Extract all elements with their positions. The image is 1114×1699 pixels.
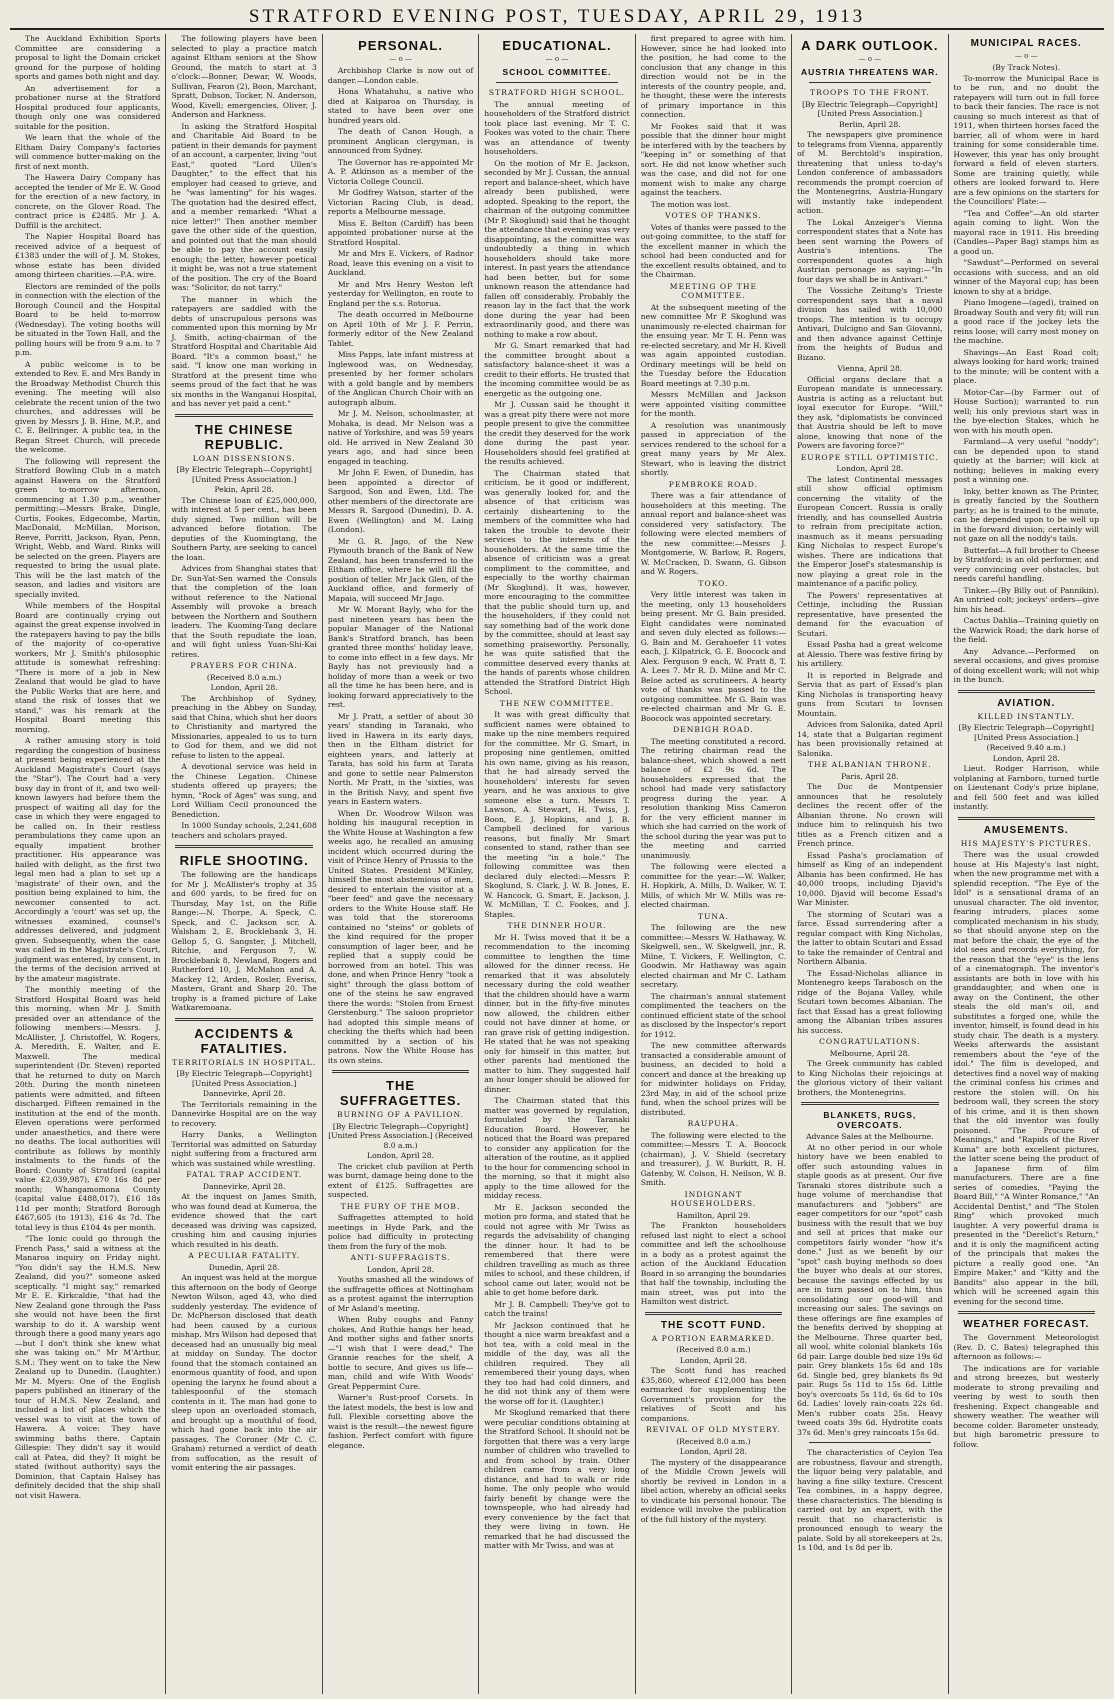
dateline: Melbourne, April 28. xyxy=(829,1048,910,1058)
paragraph: Hona Whatahuhu, a native who died at Kaiparoa on Thursday, is stated to have been over one hundred years old. xyxy=(327,87,474,125)
paragraph: The following were elected a committee for the year:—W. Walker, H. Hopkirk, A. Mills, D. Walker, W. T. Mills, of which Mr W. Mills was re-elected chairman. xyxy=(640,862,787,909)
headline-scott-fund: THE SCOTT FUND. xyxy=(660,1319,766,1331)
headline-personal: PERSONAL. xyxy=(358,38,443,53)
paragraph: Harry Danks, a Wellington Territorial was admitted on Saturday night suffering from a fractured arm which was sustained while wrestling. xyxy=(171,1130,317,1168)
paragraph: Any Advance.—Performed on several occasions, and gives promise of doing excellent work; will not whip in the bunch. xyxy=(953,646,1099,684)
subheading-stratford-high-school: STRATFORD HIGH SCHOOL. xyxy=(488,88,626,97)
subheading-prayers-for-china: PRAYERS FOR CHINA. xyxy=(190,661,298,670)
headline-suffragettes: THE SUFFRAGETTES. xyxy=(339,1078,462,1108)
column-3 xyxy=(323,34,479,1694)
article-body xyxy=(171,694,316,841)
paragraph: The newspapers give prominence to telegrams from Vienna, apparently of M. Berchtold's inspiration, threatening that unless to-day's London conference of ambassadors recommends the prompt coercion of the Montenegrins, Austria-Hungary will instantly take independent action. xyxy=(797,130,943,215)
article-body xyxy=(641,1458,786,1525)
article-body xyxy=(797,782,942,1035)
article-body xyxy=(797,475,942,759)
paragraph: An inquest was held at the morgue this afternoon on the body of George Newton Wilson, aged 43, who died suddenly yesterday. The evidence of Dr. McPherson disclosed that death had been caused by a curious mishap. Mrs Wilson had deposed that deceased had an unusually big meal at midday on Sunday. The doctor found that the stomach contained an enormous quantity of food, and upon opening the larynx he found about a tablespoonful of the stomach contents in it. The man had gone to sleep upon an overloaded stomach, and brought up a mouthful of food, which had gone back into the air passages. The Coroner (Mr C. C. Graham) returned a verdict of death from suffocation, as the result of vomit entering the air passages. xyxy=(171,1273,317,1472)
dateline: Dannevirke, April 28. xyxy=(202,1089,286,1098)
column-7 xyxy=(949,34,1104,1694)
paragraph: The Duc de Montpensier announces that he resolutely declines the recent offer of the Albanian throne. No crown will induce him to relinquish his two titles as a French citizen and a French prince. xyxy=(797,782,943,848)
paragraph: "Sawdust"—Performed on several occasions with success, and an old winner of the Mayoral cup; has been known to shy at a bridge. xyxy=(953,258,1099,296)
divider xyxy=(496,82,617,83)
paragraph: The Auckland Exhibition Sports Committee are considering a proposal to light the Domain cricket ground for the purpose of holding sports and games both night and day. xyxy=(15,34,161,81)
ornament: — o — xyxy=(858,55,882,63)
paragraph: Mr Godfrey Watson, starter of the Victorian Racing Club, is dead, reports a Melbourne message. xyxy=(327,188,474,216)
divider xyxy=(958,690,1095,693)
dateline: Vienna, April 28. xyxy=(837,364,903,373)
dateline: London, April 28. xyxy=(367,1264,435,1274)
dateline: London, April 28. xyxy=(992,753,1060,763)
paragraph: Mr J. B. Campbell: They've got to catch the trains! xyxy=(484,1299,630,1318)
dateline: Berlin, April 28. xyxy=(839,119,901,129)
paragraph: Butterfat—A full brother to Cheese by Stratford; is an old performer, and very convincing over obstacles, but needs careful handling. xyxy=(953,545,1099,583)
paragraph: A rather amusing story is told regarding the congestion of business at present being experienced at the Auckland Magistrate's Court (says the "Star"). The Court had a very busy day in front of it, and two well-known lawyers had before them the prospect of waiting all day for the case in which they were engaged to be called on. In their restless perambulations they came upon an equally impatient brother practitioner. His appearance was hailed with delight, as the first two legal men had a plan to set up a 'magistrate' of their own, and the position being explained to him, the newcomer consented to act. Accordingly a 'court' was set up, the witnesses examined, counsel's addresses delivered, and judgment given. Subsequently, when the case was called in the Magistrate's Court, judgment was entered, by consent, in the terms of the decision arrived at by the amateur magistrate. xyxy=(15,736,161,983)
dateline: Dannevirke, April 28. xyxy=(202,1181,286,1191)
subheading-dinner-hour: THE DINNER HOUR. xyxy=(507,921,607,930)
paragraph: Messrs McMillan and Jackson were appointed visiting committee for the month. xyxy=(640,390,787,418)
paragraph: Inky, better known as The Printer, is greatly fancied by the Southern party; as he is trained to the minute, can be depended upon to be well up in the forward division; certainly will not gaze on all the noddy's tails. xyxy=(953,486,1099,543)
paragraph: In asking the Stratford Hospital and Charitable Aid Board to be patient in their demands for payment of an account, a carpenter, living "out East," quoted "Lord Ullen's Daughter," to the effect that his employer had ceased to grieve, and he "was lamenting" for his wages. The quotation had the desired effect, and a member remarked: "What a nice letter!" Then another member gave the other side of the question, and pointed out that the man should be able to pay the account easily enough; the letter, however poetical it might be, was not a true statement of the position. The cry of the Board was: "Solicitor, do not tarry." xyxy=(171,121,317,292)
subheading-school-committee: SCHOOL COMMITTEE. xyxy=(502,67,612,77)
paragraph: The meeting constituted a record. The retiring chairman read the balance-sheet, which showed a nett balance of £2 9s 6d. The householders expressed that the school had made very satisfactory progress during the year. A resolution thanking Miss Cameron for the very efficient manner in which she had carried on the work of the school during the year was put to the meeting and carried unanimously. xyxy=(640,736,787,860)
subheading-toko: TOKO. xyxy=(698,578,729,588)
paragraph: The Chairman stated that criticism, be it good or indifferent, was generally looked for, and the absence of that criticism was certainly disheartening to the members of the committee who had taken the trouble to devote their services to the interests of the householders. At the same time the absence of criticism was a great compliment to the committee, and especially to the worthy chairman (Mr Skoglund). It was, however, more encouraging to the committee that the public should turn up, and the householders, if they could not say something bad of the work done by the committee, should at least say something praiseworthy. Personally, he was quite satisfied that the committee deserved every thanks at the hands of parents whose children attended the Stratford District High School. xyxy=(484,468,630,696)
subheading-meeting-committee: MEETING OF THE COMMITTEE. xyxy=(669,281,757,300)
article-body xyxy=(171,1273,316,1473)
dateline: Pekin, April 28. xyxy=(214,485,274,494)
paragraph: The Greek community has cabled to King Nicholas their rejoicings at the glorious victory of their valiant brothers, the Montenegrins. xyxy=(797,1059,943,1097)
divider xyxy=(175,414,312,417)
paragraph: The death of Canon Hough, a prominent Anglican clergyman, is announced from Sydney. xyxy=(327,127,474,155)
paragraph: The following players have been selected to play a practice match against Eltham seniors at the Show Ground, the match to start at 3 o'clock:—Bonner, Dewar, W. Woods, Sullivan, Fearon (2), Boon, Marchant, Spratt, Dobson, Tocker, N. Anderson, Wood, Kivell; emergencies, Oliver, J. Anderson and Harkness. xyxy=(171,34,317,119)
paragraph: The Archbishop of Sydney, preaching in the Abbey on Sunday, said that China, which shut her doors to Christianity and martyred the Missionaries, appealed to us to turn to God for them, and we did not refuse to listen to the appeal. xyxy=(171,693,317,760)
subheading-majestys-pictures: HIS MAJESTY'S PICTURES. xyxy=(960,838,1092,848)
subheading-raupuha: RAUPUHA. xyxy=(687,1119,740,1128)
paragraph: The Vossiche Zeitung's Trieste correspondent says that a naval division has sailed with 10,000 troops. The intention is to occupy Antivari, Dulcigno and San Giovanni, and then advance against Cettinje from the heights of Budua and Bizano. xyxy=(797,286,943,362)
paragraph: Farmland—A very useful "noddy"; can be depended upon to stand quietly at the barrier; will kick at nothing; believes in making every post a winning one. xyxy=(953,437,1099,484)
received-line: (Received 8.0 a.m.) xyxy=(206,672,282,682)
paragraph: The new committee afterwards transacted a considerable amount of business, an decided to hold a concert and dance at the breaking up for midwinter holidays on Friday, 23rd May, in aid of the school prize fund, when the school prizes will be distributed. xyxy=(640,1041,787,1117)
paragraph: Shavings—An East Road colt; always looking for hard work; trained to the minute; will be content with a place. xyxy=(953,347,1099,385)
paragraph: The Napier Hospital Board has received advice of a bequest of £1383 under the will of J. M. Stokes, whose estate has been divided among thirteen charities.—P.A. wire. xyxy=(15,232,161,279)
paragraph: Suffragettes attempted to hold meetings in Hyde Park, and the police had difficulty in protecting them from the fury of the mob. xyxy=(327,1213,474,1251)
subheading-fatal-trap: FATAL TRAP ACCIDENT. xyxy=(186,1170,303,1179)
paragraph: Warner's Rust-proof Corsets. In the latest models, the best is low and full. Flexible corsetting above the waist is the result—the newest figure fashion. Perfect comfort with figure elegance. xyxy=(327,1393,474,1450)
headline-aviation: AVIATION. xyxy=(997,697,1056,709)
article-body xyxy=(954,850,1099,1306)
dateline: Paris, April 28. xyxy=(841,771,899,781)
masthead: STRATFORD EVENING POST, TUESDAY, APRIL 29, 1913 xyxy=(10,6,1104,30)
paragraph: The storming of Scutari was a farce. Essad surrendering after a regular compact with King Nicholas, the latter to obtain Scutari and Essad to take the remainder of Central and Northern Albania. xyxy=(797,909,943,966)
paragraph: The Government Meteorologist (Rev. D. C. Bates) telegraphed this afternoon as follows:— xyxy=(953,1333,1099,1361)
subheading-austria-threatens: AUSTRIA THREATENS WAR. xyxy=(800,67,939,77)
subheading-congratulations: CONGRATULATIONS. xyxy=(819,1037,921,1046)
paragraph: Mr Fookes said that it was possible that the dinner hour might be interfered with by the teachers by "keeping in" or something of that sort. He did not know whether such was the case, and did not for one moment wish to make any charge against the teachers. xyxy=(640,121,787,197)
news-paragraphs xyxy=(15,34,160,1500)
paragraph: The following are the handicaps for Mr J. McAllister's trophy at 35 and 600 yards, to be fired for on Thursday, May 1st, on the Rifle Range:—N. Thorpe, A. Speck, C. Speck, and C. Jackson scr, A. Walsham 2, E. Brocklebank 3, H. Gellop 5, G. Sangster, J. Mitchell, Ritchie, and Ferguson 7, W. Brocklebank 8, Newland, Rogers and Rutherford 10, J. McMahon and A. Mackey 12, Arden, Rosler, Everiss, Masters, Grant and Sharp 20. The trophy is a framed picture of Lake Watkaremoana. xyxy=(171,870,317,1012)
subheading-loan-dissensions: LOAN DISSENSIONS. xyxy=(192,453,296,463)
article-body xyxy=(328,66,473,1065)
article-body xyxy=(641,223,786,280)
paragraph: Lieut. Rodger Harrison, while volplaning at Farnboro, turned turtle on Lieutenant Cody's prize biplane, and fell 500 feet and was killed instantly. xyxy=(953,764,1099,811)
paragraph: In 1000 Sunday schools, 2,241,608 teachers and scholars prayed. xyxy=(171,821,317,840)
paragraph: The Frankton householders refused last night to elect a school committee and left the schoolhouse in a body as a protest against the action of the Auckland Education Board in so arranging the boundaries that half the township, including the main street, was put into the Hamilton west district. xyxy=(640,1221,787,1306)
ornament: — o — xyxy=(389,55,412,63)
paragraph: A resolution was unanimously passed in appreciation of the services rendered to the school for a great many years by Mr Alex. Stewart, who is leaving the district shortly. xyxy=(640,420,787,477)
headline-rifle-shooting: RIFLE SHOOTING. xyxy=(179,853,309,868)
paragraph: The Governor has re-appointed Mr A. P. Atkinson as a member of the Victoria College Council. xyxy=(327,157,474,186)
column-2 xyxy=(166,34,322,1694)
column-5 xyxy=(636,34,792,1694)
divider xyxy=(809,82,930,83)
paragraph: Miss Papps, late infant mistress at Inglewood was, on Wednesday, presented by her former scholars with a gold bangle and by members of the Anglican Church Choir with an autograph album. xyxy=(327,350,474,407)
paragraph: The annual meeting of householders of the Stratford district took place last evening. Mr T. C. Fookes was voted to the chair. There was an attendance of twenty householders. xyxy=(484,99,630,156)
subheading-old-mystery: REVIVAL OF OLD MYSTERY. xyxy=(645,1425,781,1434)
paragraph: At the subsequent meeting of the new committee Mr P. Skoglund was unanimously re-elected chairman for the ensuing year. Mr T. H. Penn was re-elected secretary, and Mr H. Kivell was again appointed custodian. Ordinary meetings will be held on the Tuesday before the Education Board meetings at 7.30 p.m. xyxy=(640,302,787,388)
paragraph: Mr G. R. Jago, of the New Plymouth branch of the Bank of New Zealand, has been transferred to the Eltham office, where he will fill the position of teller. Mr Jack Glen, of the Auckland office, and formerly of Mapaia, will succeed Mr Jago. xyxy=(327,536,474,603)
paragraph: It was with great difficulty that sufficient names were obtained to make up the nine members required for the committee. Mr G. Smart, in proposing nine gentlemen, omitted his own name, giving as his reason, that he had already served the householders' interests for seven years, and he was anxious to give someone else a turn. Messrs T. Lawson, A. Stewart, H. Twiss, J. Boon, E. J. Hopkins, and J. B. Campbell declined for various reasons, but finally Mr Smart consented to stand, rather than see the meeting "in a hole." The following committee was then declared duly elected:—Messrs P. Skoglund, S. Clark, J. W. B. Jones, E. W. Hancock, G. Smart, E. Jackson, J. W. McMillan, T. C. Fookes, and J. Staples. xyxy=(484,710,630,919)
credit-line: [By Electric Telegraph—Copyright] [United Press Association.] xyxy=(802,99,938,118)
column-1 xyxy=(10,34,166,1694)
subheading-territorials: TERRITORIALS IN HOSPITAL. xyxy=(172,1057,317,1067)
paragraph: We learn that the whole of the Eltham Dairy Company's factories will commence butter-making on the first of next month. xyxy=(15,133,161,171)
paragraph: On the motion of Mr E. Jackson, seconded by Mr J. Cussan, the annual report and balance-sheet, which have already been published, were adopted. Speaking to the report, the chairman of the outgoing committee (Mr P. Skoglund) said that he thought the attendance that evening was very disappointing, as the committee was undoubtedly a thing in which householders should take more interest. In past years the attendance had been better, but for some unknown reason the attendance had fallen off considerably. Probably the reason lay in the fact that the work done during the year had been extraordinarily good, and there was nothing to make a row about. xyxy=(484,158,630,339)
divider xyxy=(801,1102,938,1105)
article-body xyxy=(171,496,316,660)
subheading-troops-front: TROOPS TO THE FRONT. xyxy=(810,88,930,97)
paragraph: The monthly meeting of the Stratford Hospital Board was held this morning, when Mr J. Smith presided over an attendance of the following members:—Messrs. J. McAllister, J. Christoffel, W. Rogers, A. Meredith, E. Walter, and E. Maxwell. The medical superintendent (Dr. Steven) reported that he returned to duty on March 20th. During the month nineteen patients were admitted, and fifteen discharged. Fifteen remained in the institution at the end of the month. Eleven operations were performed under anaesthetics, and there were no deaths. The local authorities will contribute as follows by monthly instalments to the funds of the Board: County of Stratford (capital value £2,039,987), £70 16s 8d per month; Whangamomona County (capital value £488,017), £16 18s 11d per month; Stratford Borough £467,605 (to 1913), £16 4s 7d. The total levy is thus £104 4s per month. xyxy=(15,985,161,1232)
article-body xyxy=(328,1213,473,1251)
dateline: Hamilton, April 29. xyxy=(676,1210,751,1220)
credit-line: [By Electric Telegraph—Copyright] [United Press Association.] xyxy=(958,723,1094,742)
paragraph: Piano Imogene—(aged), trained on Broadway South and very fit; will run a good race if the jockey lets the reins loose; will carry most money on the machine. xyxy=(953,298,1099,345)
paragraph: Electors are reminded of the polls in connection with the election of the Borough Council and the Hospital Board to be held to-morrow (Wednesday). The voting booths will be situated in the Town Hall, and the polling hours will be from 9 a.m. to 7 p.m. xyxy=(15,281,161,357)
divider xyxy=(958,1311,1095,1314)
dateline: London, April 28. xyxy=(679,1447,747,1456)
subheading-killed-instantly: KILLED INSTANTLY. xyxy=(977,711,1075,721)
paragraph: While members of the Hospital Board are continually crying out against the great expense involved in the ratepayers having to pay the bills of the majority of co-operative workers, Mr J. Smith's philosophic attitude is somewhat refreshing: "There is more of a job in New Zealand that would be glad to have the Public Works that are here, and stand the risk of losses that we stand," was his remark at the Hospital Board meeting this morning. xyxy=(15,601,161,734)
article-body xyxy=(641,1131,786,1188)
paragraph: The cricket club pavilion at Perth was burnt, damage being done to the extent of £125. Suffragettes are suspected. xyxy=(327,1161,474,1199)
article-body xyxy=(641,1366,786,1423)
paragraph: "Tea and Coffee"—An old starter again coming to light. Won the mayoral race in 1911. His breeding (Candles—Paper Bag) stamps him as a good un. xyxy=(953,208,1099,256)
paragraph: Advices from Shanghai states that Dr. Sun-Yat-Sen warned the Consuls that the completion of the loan without reference to the National Assembly will provoke a breach between the Northern and Southern leaders. The Kuoming-Tang declare that the South repudiate the loan, and will fight unless Yuan-Shi-Kai retires. xyxy=(171,564,317,659)
paragraph: Essad Pasha had a great welcome at Alessio. There was festive firing by his artillery. xyxy=(797,640,943,668)
paragraph: The motion was lost. xyxy=(650,199,731,209)
subheading-denbigh-road: DENBIGH ROAD. xyxy=(673,725,754,734)
headline-blankets-rugs: BLANKETS, RUGS, OVERCOATS. xyxy=(823,1110,917,1130)
ornament: — o — xyxy=(1014,52,1038,60)
paragraph: A devotional service was held in the Chinese Legation. Chinese students offered up prayers; the hymn, "Rock of Ages" was sung, and Lord William Cecil pronounced the Benediction. xyxy=(171,762,317,819)
subheading-pembroke-road: PEMBROKE ROAD. xyxy=(668,479,759,489)
paragraph: The chairman's annual statement complimented the teachers on the continued efficient state of the school as disclosed by the Inspector's report for 1912. xyxy=(640,991,787,1039)
credit-line: [By Electric Telegraph—Copyright] [United Press Association.] xyxy=(176,1069,312,1088)
article-body xyxy=(641,737,786,910)
dateline: London, April 28. xyxy=(210,683,278,692)
article-body xyxy=(641,590,786,723)
article-body xyxy=(641,491,786,577)
credit-line: [By Electric Telegraph—Copyright] [United Press Association.] (Received 8.0 a.m.) xyxy=(328,1121,473,1150)
subheading-advance-sales: Advance Sales at the Melbourne. xyxy=(806,1132,934,1141)
article-body xyxy=(797,130,942,362)
article-body xyxy=(484,933,629,1551)
paragraph: Mr H. Twiss moved that it be a recommendation to the incoming committee to lengthen the time allowed for the dinner recess. He remarked that it was absolutely necessary during the cold weather that the children should have a warm dinner, but in the fifty-five minutes now allowed, the children either could not have dinner at home, or ran grave risk of getting indigestion. He stated that he was not speaking only for himself in this matter, but other parents had mentioned the matter to him. They suggested half an hour longer should be allowed for dinner. xyxy=(484,932,630,1094)
paragraph: When Dr. Woodrow Wilson was holding his inaugural reception in the White House at Washington a few weeks ago, he recalled an amusing incident which occurred during the visit of Prince Henry of Prussia to the United States. President M'Kinley, himself the most abstemious of men, desired to entertain the visitor at a "beer feed" and gave the necessary orders to the White House staff. He was told that the storerooms contained no "steins" or goblets of the kind required for the proper consumption of lager beer, and he replied that a supply could be borrowed from an hotel. This was done, and when Prince Henry "took a sight" through the glass bottom of one of the steins he saw engraved there the words: "Stolen from Ernest Gerstenburg." The saloon proprietor had adopted this simple means of checking the thefts which had been committed by a section of his patrons. Now the White House has its own steins. xyxy=(327,808,474,1065)
paragraph: The Essad-Nicholas alliance in Montenegro keeps Tarabosch on the ridge of the Bojana Valley, while Scutari town becomes Albanian. The fact that Essad has a great following among the Albanian tribes assures his success. xyxy=(797,968,943,1035)
paragraph: The Scott fund has reached £35,860, whereof £12,000 has been earmarked for supplementing the Government's provision for the relatives of Scott and his companions. xyxy=(640,1366,787,1423)
article-body xyxy=(484,710,629,919)
headline-dark-outlook: A DARK OUTLOOK. xyxy=(801,38,939,53)
paragraph: The Powers' representatives at Cettinje, including the Russian representative, have presented the demand for the evacuation of Scutari. xyxy=(797,590,943,638)
received-line: (Received 8.0 a.m.) xyxy=(676,1345,751,1354)
article-body xyxy=(954,74,1099,685)
paragraph: Essad Pasha's proclamation of himself as King of an independent Albania has been confirmed. He has 40,000 troops, including Djavid's 10,000. Djavid will become Essad's War Minister. xyxy=(797,850,943,907)
paragraph: Mr E. Jackson seconded the motion pro forma, and stated that he could not agree with Mr Twiss as regards the advisability of changing the dinner hour. It had to be remembered that there were children travelling as much as three miles to school, and these children, if school came out later, would not be able to get home before dark. xyxy=(484,1202,630,1297)
article-body xyxy=(954,764,1099,812)
paragraph: Very little interest was taken in the meeting, only 13 householders being present. Mr G. Bain presided. Eight candidates were nominated and seven duly elected as follows:—G. Bain and M. Gerahoefer 11 votes each, J. Kilpatrick, G. E. Boocock and Alex. Ferguson 9 each, W. Pratt 8, T. A. Lees 7. Mr R. D. Milne and Mr C. Beloe acted as scrutineers. A hearty vote of thanks was passed to the outgoing committee. Mr G. Bain was re-elected chairman and Mr G. E. Boocock was appointed secretary. xyxy=(640,590,787,723)
divider xyxy=(175,1018,312,1021)
paragraph: At no other period in our whole history have we been enabled to offer such astounding values in staple goods as at present. Our five Taranaki stores distribute such a huge volume of merchandise that manufacturers and "jobbers" are eager competitors for our "spot" cash business with the result that we buy and sell at prices that make our competitors fairly wonder "how it's done." Just as we benefit by our "spot" cash buying methods so does the buyer who deals at our stores, because the savings effected by us are in turn passed on to him, thus consolidating our good-will and increasing our sales. The savings on these offerings are fine examples of the benefits derived by shopping at the Melbourne. Three quarter bed, all wool, white colonial blankets 16s 6d pair. Large double bed size 19s 6d pair. Grey blankets 15s 6d and 18s 6d. Single bed, grey blankets 8s 9d pair. Rugs 5s 11d to 15s 6d. Little boy's overcoats 5s 11d, 6s 6d to 10s 6d. Ladies' lovely rain-coats 22s 6d. Men's rubber coats 25s. Heavy tweed coats 39s 6d. Hydrotite coats 37s 6d. Men's grey raincoats 15s 6d. xyxy=(797,1142,943,1437)
received-line: (Received 9.40 a.m.) xyxy=(986,743,1066,752)
paragraph: Mr J. Cussan said he thought it was a great pity there were not more people present to give the committee the credit they deserved for the work done during the past year. Householders should feel gratified at the results achieved. xyxy=(484,400,630,466)
paragraph: There was the usual crowded house at His Majesty's last night, when the new programme met with a splendid reception. "The Eye of the Idol" is a sensational drama of an unusual character. The old inventor, fearing intruders, places some complicated mechanism in his study, so that should anyone step on the mat before the chair, the eye of the idol sees and records everything, for the reason that the "eye" is the lens of a cinematograph. The inventor's assistants are both in love with his granddaughter, and when one is away on the Continent, the other steals the old man's oil, and substitutes a forged one, while the inventor, himself, is found dead in his study chair. The death is a mystery. Weeks afterwards the assistant remembers about the "eye of the idol." The film is developed, and detectives find a novel way of making the criminal confess his crimes and restore the stolen will. On his bedroom wall, they screen the story of his crime, and it is then shown that the old inventor was foully poisoned. "The Procure of Meanings," and "Rapids of the River Kuma" are both excellent pictures, the latter scene being the product of a Japanese firm of film manufacturers. There are a fine series of comedies, "Paying the Board Bill," "A Winter Romance," "An Accidental Dentist," and "The Stolen Ring" which provoked much laughter. A very powerful drama is presented in the "Derelict's Return," and it is only the magnificent acting of the principals that makes the picture a really good one. "An Empire Maker," and "Kitty and the Bandits" also appear in the bill, which will be screened again this evening for the second time. xyxy=(953,850,1099,1306)
column-container xyxy=(10,34,1104,1694)
subheading-new-committee: THE NEW COMMITTEE. xyxy=(499,698,615,708)
paragraph: A public welcome is to be extended to Rev. E. and Mrs Bandy in the Broadway Methodist Church this evening. The meeting will also celebrate the recent union of the two churches, and addresses will be given by Messrs J. B. Hine, M.P., and C. E. Bellringer. A public tea, in the Regan Street Church, will precede the welcome. xyxy=(15,359,161,454)
subheading-peculiar-fatality: A PECULIAR FATALITY. xyxy=(188,1251,301,1260)
subheading-portion-earmarked: A PORTION EARMARKED. xyxy=(651,1333,776,1343)
article-body xyxy=(328,1162,473,1200)
dateline: Dunedin, April 28. xyxy=(208,1262,280,1272)
subheading-albanian-throne: THE ALBANIAN THRONE. xyxy=(807,760,932,769)
paragraph: Youths smashed all the windows of the suffragette offices at Nottingham as a protest against the interruption of Mr Asland's meeting. xyxy=(327,1275,474,1313)
article-body xyxy=(171,1192,316,1249)
ornament: — o — xyxy=(545,55,569,63)
headline-municipal-races: MUNICIPAL RACES. xyxy=(970,38,1082,49)
paragraph: Official organs declare that a European mandate is unnecessary. Austria is acting as a reluctant but loyal executor for Europe. "Will," they ask, "diplomatists be convinced that Austria should be left to move alone, knowing that none of the Powers are favoring force?" xyxy=(797,374,943,450)
article-body xyxy=(171,1100,316,1169)
subheading-fury-of-mob: THE FURY OF THE MOB. xyxy=(340,1201,461,1211)
column-4 xyxy=(479,34,635,1694)
divider xyxy=(175,845,312,848)
paragraph: The following are the new committee:—Messrs W. Hathaway, W. Skelgwell, sen., W. Skelgwell, jnr., R. Milne, T. Vickers, F. Wellington, C. Goodwin. Mr Hathaway was again elected chairman and Mr C. Latham secretary. xyxy=(640,923,787,989)
paragraph: Mr John F. Ewen, of Dunedin, has been appointed a director of Sargood, Son and Ewen, Ltd. The other members of the directorate are Messrs R. Sargood (Dunedin), D. A. Ewen (Wellington) and M. Laing (London). xyxy=(327,468,474,534)
paragraph: The characteristics of Ceylon Tea are robustness, flavour and strength, the liquor being very palatable, and having a fine silky texture. Crescent Tea combines, in a happy degree, these characteristics. The blending is carried out by an expert, with the result that no characteristic is pronounced enough to weary the palate. Sold by all storekeepers at 2s, 1s 10d, and 1s 8d per lb. xyxy=(797,1448,943,1552)
paragraph: first prepared to agree with him. However, since he had looked into the position, he had come to the conclusion that any change in this direction would not be in the interests of the country people, and, he thought, these were the interests of primary importance in this connection. xyxy=(640,34,787,119)
subheading-anti-suffragists: ANTI-SUFFRAGISTS. xyxy=(350,1253,451,1262)
article-body xyxy=(328,1275,473,1450)
paragraph: Mr Jackson continued that he thought a nice warm breakfast and a hot tea, with a cold meal in the middle of the day, was all the children required. They all remembered their young days, when they too had had cold dinners, and he did not think any of them were the worse off for it. (Laughter.) xyxy=(484,1320,630,1406)
article-body xyxy=(641,303,786,478)
paragraph: The indications are for variable and strong breezes, but westerly moderate to strong prevailing and veering by west to south then freshening. Expect changeable and showery weather. The weather will become colder. Barometer unsteady, but high barometric pressure to follow. xyxy=(953,1363,1099,1449)
subheading-votes-of-thanks: VOTES OF THANKS. xyxy=(665,211,762,220)
paragraph: The Lokal Anzeiger's Vienna correspondent states that a Note has been sent warning the Powers of Austria's intentions. The correspondent quotes a high Austrian personage as saying:—"In four days we shall be in Antivari." xyxy=(797,217,943,284)
paragraph: To-morrow the Municipal Race is to be run, and no doubt the ratepayers will turn out in full force to back their fancies. The race is not causing so much interest as that of 1911, when thirteen horses faced the barrier, all of whom were in hard training for some considerable time. However, this year has only brought forward a field of eleven starters. Some are training quietly, while others are looked forward to. Here are a few opinions on the starters for the Councillors' Plate:— xyxy=(953,73,1099,206)
paragraph: Motor-Car—(by Farmer out of House Suction); warranted to run well; his only previous start was in the bye-election Stakes, which he won with his mouth open. xyxy=(953,387,1099,435)
article-body xyxy=(171,870,316,1013)
article-body xyxy=(954,1333,1099,1449)
paragraph: Mr Skoglund remarked that there were peculiar conditions obtaining at the Stratford School. It should not be forgotten that there was a very large number of children who travelled to and from school by train. Other children came from a very long distance, and had to walk or ride home. The only people who would fairly benefit by change were the townspeople, who had already had every convenience by the fact that they were living in town. He remarked that he had discussed the matter with Mr Twiss, and was at xyxy=(484,1408,630,1550)
dateline: London, April 28. xyxy=(367,1151,435,1160)
news-paragraphs xyxy=(171,34,316,409)
headline-chinese-republic: THE CHINESE REPUBLIC. xyxy=(194,421,294,452)
column-6 xyxy=(792,34,948,1694)
headline-accidents-fatalities: ACCIDENTS & FATALITIES. xyxy=(194,1025,295,1056)
paragraph: The Chairman stated that this matter was governed by regulation, formulated by the Taranaki Education Board. However, he noticed that the Board was prepared to consider any application for the alteration of the routine, as it applied to the hour for commencing school in the morning, so that it might also apply to the time allowed for the midday recess. xyxy=(484,1096,630,1200)
paragraph: It is reported in Belgrade and Servia that as part of Essad's plan King Nicholas is transporting heavy guns from Scutari to Iovnsen Mountain. xyxy=(797,670,943,718)
paragraph: The mystery of the disappearance of the Middle Crown Jewels will shortly be revived in London in a libel action, whereby an official seeks to vindicate his personal honour. The evidence will involve the publication of the full history of the mystery. xyxy=(640,1457,787,1524)
credit-line: [By Electric Telegraph—Copyright] [United Press Association.] xyxy=(176,465,312,484)
paragraph: There was a fair attendance of householders at this meeting. The annual report and balance-sheet was considered very satisfactory. The following were elected members of the new committee:—Messrs J. Montgomerie, W. Barlow, R. Rogers, W. McCracken, D. Swann, G. Gibson and W. Rogers. xyxy=(640,491,787,576)
paragraph: Miss E. Belton (Cardiff) has been appointed probationer nurse at the Stratford Hospital. xyxy=(327,218,474,247)
paragraph: The manner in which the ratepayers are saddled with the debts of unscrupulous persons was commented upon this morning by Mr J. Smith, acting-chairman of the Stratford Hospital and Charitable Aid Board. "It's a common boast," he said. "I know one man working in Stratford at the present time who seems proud of the fact that he was six months in the Wanganui Hospital, and has never yet paid a cent." xyxy=(171,294,317,408)
subheading-europe-optimistic: EUROPE STILL OPTIMISTIC. xyxy=(800,452,939,462)
headline-amusements: AMUSEMENTS. xyxy=(983,824,1069,836)
paragraph: Mr and Mrs E. Vickers, of Radnor Road, leave this evening on a visit to Auckland. xyxy=(327,249,474,277)
paragraph: The Territorials remaining in the Dannevirke Hospital are on the way to recovery. xyxy=(171,1099,317,1128)
advertisement-body xyxy=(797,1143,942,1438)
divider xyxy=(809,1442,930,1443)
paragraph: At the inquest on James Smith, who was found dead at Kumeroa, the evidence showed that the cart deceased was driving was capsized, crushing him and causing injuries which resulted in his death. xyxy=(171,1192,317,1249)
paragraph: The death occurred in Melbourne on April 10th of Mr J. F. Perrin, formerly editor of the New Zealand Tablet. xyxy=(327,310,474,348)
paragraph: Archbishop Clarke is now out of danger.—London cable. xyxy=(327,66,474,85)
paragraph: The following were elected to the committee:—Messrs T. A. Boocock (chairman), J. V. Shield (secretary and treasurer), J. W. Burkitt, R. H. Gatenby, W. Colson, H. Neilson, W. B. Smith. xyxy=(640,1130,787,1187)
paragraph: An advertisement for a probationer nurse at the Stratford Hospital produced four applicants, though only one was considered suitable for the position. xyxy=(15,83,161,131)
article-body xyxy=(797,1059,942,1097)
paragraph: When Ruby coughs and Fanny chokes, And Ruthie hangs her head, And mother sighs and father snorts—"I wish that I were dead," The Grannie reaches for the shelf, A bottle to secure, And gives us life—man, child and wife With Woods' Great Peppermint Cure. xyxy=(327,1315,474,1391)
byline: (By Track Notes). xyxy=(992,63,1061,72)
article-body xyxy=(641,34,786,209)
received-line: (Received 8.0 a.m.) xyxy=(676,1436,751,1446)
paragraph: The Hawera Dairy Company has accepted the tender of Mr E. W. Good for the erection of a new factory, in concrete, on the Glover Road. The contract price is £2485. Mr J. A. Duffill is the architect. xyxy=(15,173,161,230)
subheading-tuna: TUNA. xyxy=(697,911,729,921)
paragraph: Mr W. Morant Bayly, who for the past nineteen years has been the popular Manager of the National Bank's Stratford branch, has been granted three months' holiday leave, to come into effect in a few days. Mr Bayly has not previously had a holiday of more than a week or two all the time he has been here, and is looking forward appreciatively to the rest. xyxy=(327,605,474,709)
paragraph: The following will represent the Stratford Bowling Club in a match against Hawera on the Stratford green to-morrow afternoon, commencing at 1.30 p.m., weather permitting:—Messrs Brake, Dingle, Curtis, Fookes, Edgecombe, Martin, MacDonald, McMillan, Morison, Reeve, Porritt, Jackson, Ryan, Penn, Wright, Webb, and Ward. Rinks will be selected on the green. Players are requested to bring the usual plate. This will be the last match of the season, and ladies and visitors are specially invited. xyxy=(15,456,161,599)
paragraph: Advices from Salonika, dated April 14, state that a Bulgarian regiment has been provisionally retained at Salonika. xyxy=(797,720,943,758)
dateline: London, April 28. xyxy=(679,1355,747,1365)
subheading-indignant-householders: INDIGNANT HOUSEHOLDERS. xyxy=(670,1189,757,1208)
paragraph: The latest Continental messages still show official optimism concerning the vitality of the European Concert. Russia is orally friendly, and has counselled Austria to refrain from precipitate action, inasmuch as it means persuading King Nicholas to respect Europe's wishes. There are indications that the Emperor Josef's statesmanship is now playing a great role in the maintenance of a pacific policy. xyxy=(797,474,943,588)
advertisement-body xyxy=(797,1448,942,1553)
paragraph: "The Ionic could go through the French Pass," said a witness at the Manaroa inquiry on Friday night. "You didn't say the H.M.S. New Zealand, did you?" someone asked sceptically. "I might say," remarked Mr E. E. Kirkcaldie, "that had the New Zealand gone through the Pass she would not have been the first warship to do it. A warship went through there a good many years ago—but I don't think she knew what she was taking on." Mr M'Arthur, S.M.: They went on to take the New Zealand up to Dunedin. (Laughter.) Mr M. Myers: One of the English papers published an itinerary of the tour of H.M.S. New Zealand, and included a list of places which the vessel was to visit at the town of Hawera. A voice: They have swimming baths there. Captain Gillespie: They didn't say it would call at Patea, did they? It might be stated (without authority) says the Dominion, that Captain Halsey has definitely decided that the ship shall not visit Hawera. xyxy=(15,1234,161,1500)
divider xyxy=(958,817,1095,820)
paragraph: Mr G. Smart remarked that had the committee brought about a satisfactory balance-sheet it was a credit to their efforts. He trusted that the incoming committee would be as energetic as the outgoing one. xyxy=(484,341,630,398)
paragraph: Cactus Dahlia—Training quietly on the Warwick Road; the dark horse of the field. xyxy=(953,616,1099,644)
paragraph: Tinker.—(By Billy out of Pannikin). An untried colt; jockeys' orders—give him his head. xyxy=(953,585,1099,614)
paragraph: Mr J. M. Nelson, schoolmaster, at Mohaka, is dead. Mr Nelson was a native of Yorkshire, and was 59 years old. He arrived in New Zealand 30 years ago, and had since been engaged in teaching. xyxy=(327,409,474,466)
article-body xyxy=(797,375,942,451)
article-body xyxy=(641,1221,786,1307)
divider xyxy=(645,1312,782,1315)
divider xyxy=(332,1070,469,1073)
paragraph: Votes of thanks were passed to the out-going committee, to the staff for the excellent manner in which the school had been conducted and for the excellent results obtained, and to the Chairman. xyxy=(640,222,787,279)
article-body xyxy=(641,923,786,1117)
subheading-burning-pavilion: BURNING OF A PAVILION. xyxy=(336,1110,465,1119)
headline-educational: EDUCATIONAL. xyxy=(502,38,612,53)
paragraph: Mr and Mrs Henry Weston left yesterday for Wellington, en route to England per the s.s. Rotorua. xyxy=(327,279,474,308)
headline-weather-forecast: WEATHER FORECAST. xyxy=(963,1319,1090,1330)
paragraph: Mr J. Pratt, a settler of about 30 years' standing in Taranaki, who lived in Hawera in its early days, then in the Eltham district for eighteen years, and latterly at Tarata, has sold his farm at Tarata and gone to settle near Palmerston North. Mr Pratt, in the 'sixties, was in the British Navy, and spent five years in Eastern waters. xyxy=(327,711,474,806)
dateline: London, April 28. xyxy=(836,464,904,473)
article-body xyxy=(484,100,629,697)
paragraph: The Chinese loan of £25,000,000, with interest at 5 per cent., has been duly signed. Two million will be advanced before flotation. The deputies of the Kuomingtang, the Southern Party, are seeking to cancel the loan. xyxy=(171,495,317,562)
